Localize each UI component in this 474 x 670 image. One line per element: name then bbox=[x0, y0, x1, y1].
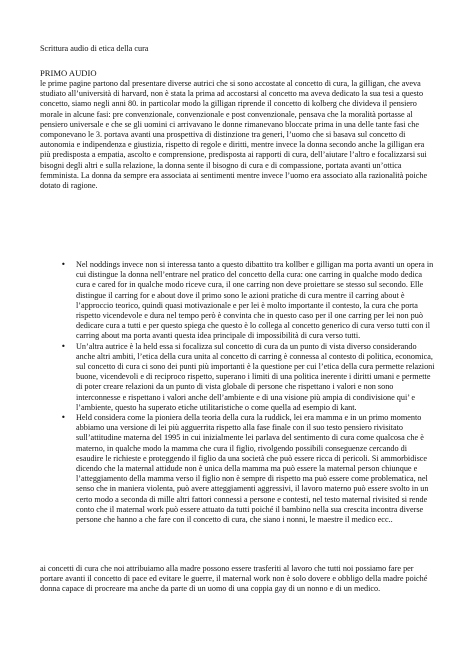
bullet-list bbox=[40, 260, 436, 525]
list-item-text: Nel noddings invece non si interessa tanto a questo dibattito tra kollber e gilligan ma porta avanti un opera in cui distingue la donna nell’entrare nel pratico del concetto della cura: one carring in qualche modo dedica cura e cared for in qualche modo riceve cura, il one carring non deve proiettare se stesso sul secondo. Elle distingue il carring for e about dove il primo sono le azioni pratiche di cura mentre il carring about è l’approccio teorico, quindi quasi motivazionale e per lei è molto importante il contesto, la cura che porta rispetto vicendevole e dura nel tempo però è convinta che in questo caso per il one carring per lei non può dedicare cura a tutti e per questo spiega che questo è lo collega al concetto generico di cura verso tutti con il carring about ma porta avanti questa idea principale di impossibilità di cura verso tutti. bbox=[76, 260, 434, 341]
list-item bbox=[40, 260, 436, 342]
section-heading: PRIMO AUDIO bbox=[40, 68, 97, 78]
list-item bbox=[40, 342, 436, 413]
list-item bbox=[40, 413, 436, 525]
bullet-icon: • bbox=[61, 341, 66, 351]
bullet-icon: • bbox=[61, 260, 66, 269]
bullet-icon: • bbox=[61, 413, 66, 423]
intro-paragraph: le prime pagine partono dal presentare diverse autrici che si sono accostate al concetto di cura, la gilligan, che aveva studiato all’università di harvard, non è stata la prima ad accostarsi al concetto ma aveva dedicato la sua tesi a questo concetto, siamo negli anni 80. in particolar modo la gilligan riprende il concetto di kolberg che divideva il pensiero morale in alcune fasi: pre convenzionale, convenzionale e post convenzionale, pensava che la moralità portasse al pensiero universale e che se gli uomini ci arrivavano le donne rimanevano bloccate prima in una delle tante fasi che componevano le 3. portava avanti una prospettiva di distinzione tra generi, l’uomo che si basava sul concetto di autonomia e indipendenza e giustizia, rispetto di regole e diritti, mentre invece la donna secondo anche la gilligan era più predisposta a empatia, ascolto e comprensione, predisposta ai rapporti di cura, dell’aiutare l’altro e focalizzarsi sui bisogni degli altri e sulla relazione, la donna sente il bisogno di cura e di compassione, portata avanti un’ottica femminista. La donna da sempre era associata ai sentimenti mentre invece l’uomo era associato alla razionalità poiche dotato di ragione. bbox=[40, 79, 428, 191]
document-title: Scrittura audio di etica della cura bbox=[40, 44, 149, 53]
list-item-text: Held considera come la pioniera della teoria della cura la ruddick, lei era mamma e in un primo momento abbiamo una versione di lei più agguerrita rispetto alla fase finale con il suo testo pensiero rivisitato sull’attitudine materna del 1995 in cui inizialmente lei parlava del sentimento di cura come qualcosa che è materno, in qualche modo la mamma che cura il figlio, rivolgendo possibili conseguenze cercando di esaudire le richieste e proteggendo il figlio da una società che può essere ricca di pericoli. Si ammorbidisce dicendo che la maternal attidude non è unica della mamma ma può essere la maternal person chiunque e l’atteggiamento della mamma verso il figlio non è sempre di rispetto ma può essere come problematica, nel senso che in maniera violenta, può avere atteggiamenti aggressivi, il lavoro materno può essere svolto in un certo modo a seconda di mille altri fattori connessi a persone e contesti, nel testo maternal rivisited si rende conto che il maternal work può essere attuato da tutti poiché il bambino nella sua crescita incontra diverse persone che hanno a che fare con il concetto di cura, che siano i nonni, le maestre il medico ecc.. bbox=[76, 413, 429, 525]
closing-paragraph: ai concetti di cura che noi attribuiamo alla madre possono essere trasferiti al lavoro che tutti noi possiamo fare per portare avanti il concetto di pace ed evitare le guerre, il maternal work non è solo dovere e obbligo della madre poiché donna capace di procreare ma anche da parte di un uomo di una coppia gay di un nonno e di un medico. bbox=[40, 564, 428, 594]
list-item-text: Un’altra autrice è la held essa si focalizza sul concetto di cura da un punto di vista diverso considerando anche altri ambiti, l’etica della cura unita al concetto di carring è connessa al contesto di politica, economica, sul concetto di cura ci sono dei punti più importanti è la questione per cui l’etica della cura permette relazioni buone, vicendevoli e di reciproco rispetto, superano i limiti di una politica inerente i diritti umani e permette di poter creare relazioni da un punto di vista globale di persone che rispettano i valori e non sono interconnesse e rispettano i valori anche dell’ambiente e di una visione più ampia di condivisione qui’ e l’ambiente, questo ha superato etiche utilitaristiche o come quella ad esempio di kant. bbox=[76, 341, 435, 412]
